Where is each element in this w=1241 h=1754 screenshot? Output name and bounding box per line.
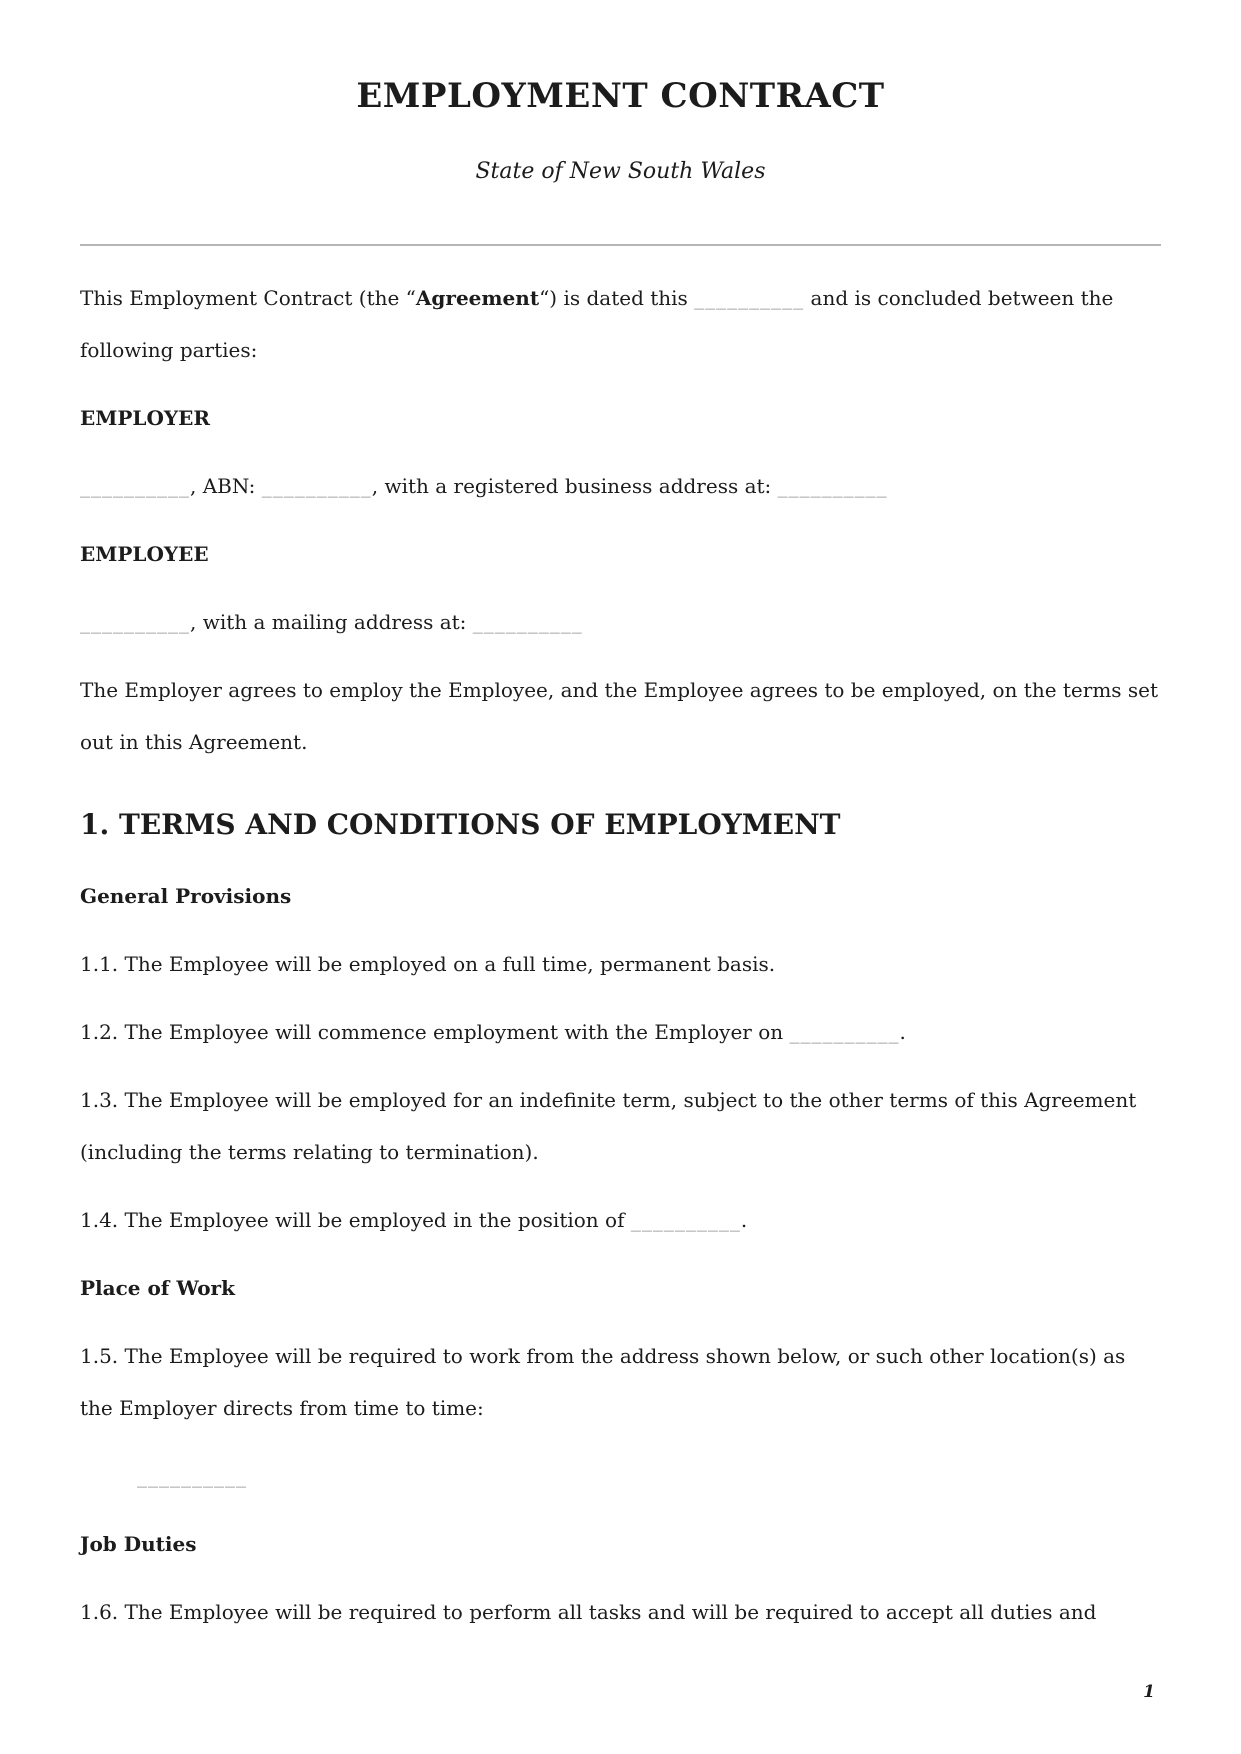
agreement-statement: The Employer agrees to employ the Employee, and the Employee agrees to be employed, on the terms set out in this Agreement.: [80, 677, 1159, 754]
place-of-work-heading: Place of Work: [80, 1275, 235, 1300]
work-address-blank-field: __________: [137, 1463, 247, 1488]
clause-1-4: [80, 1194, 1161, 1246]
employer-abn-blank-field: __________: [261, 473, 372, 498]
date-blank-field: __________: [694, 285, 805, 310]
position-blank-field: __________: [630, 1207, 741, 1232]
employer-address-label: , with a registered business address at:: [371, 473, 778, 498]
work-address-blank-line: [80, 1450, 1161, 1502]
employee-address-blank-field: __________: [472, 609, 583, 634]
clause-1-5: 1.5. The Employee will be required to work from the address shown below, or such other location(s) as the Employer directs from time to time:: [80, 1343, 1126, 1420]
clause-1-4-period: .: [740, 1207, 748, 1232]
employer-details: [80, 460, 1161, 512]
intro-term-agreement: Agreement: [415, 285, 540, 310]
employer-name-blank-field: __________: [80, 473, 190, 498]
employee-address-label: , with a mailing address at:: [190, 609, 473, 634]
section-1-heading: 1. TERMS AND CONDITIONS OF EMPLOYMENT: [80, 807, 841, 841]
document-title: EMPLOYMENT CONTRACT: [356, 76, 885, 116]
clause-1-6: 1.6. The Employee will be required to perform all tasks and will be required to accept all duties and: [80, 1599, 1097, 1624]
general-provisions-heading: General Provisions: [80, 883, 292, 908]
clause-1-2: [80, 1006, 1161, 1058]
clause-1-4-text: 1.4. The Employee will be employed in the position of: [80, 1207, 631, 1232]
intro-post: and is concluded between the following parties:: [80, 285, 1114, 362]
page-number: 1: [1143, 1682, 1155, 1702]
divider: [80, 244, 1161, 246]
job-duties-heading: Job Duties: [80, 1531, 197, 1556]
intro-mid: “) is dated this: [539, 285, 695, 310]
clause-1-1: 1.1. The Employee will be employed on a full time, permanent basis.: [80, 951, 776, 976]
employee-heading: EMPLOYEE: [80, 541, 209, 566]
intro-paragraph: [80, 272, 1161, 376]
employee-name-blank-field: __________: [80, 609, 190, 634]
commencement-date-blank-field: __________: [789, 1019, 900, 1044]
employer-heading: EMPLOYER: [80, 405, 211, 430]
clause-1-3: 1.3. The Employee will be employed for an indefinite term, subject to the other terms of this Agreement (including the terms relating to termination).: [80, 1087, 1137, 1164]
intro-pre: This Employment Contract (the “: [80, 285, 416, 310]
employer-address-blank-field: __________: [777, 473, 888, 498]
employer-abn-label: , ABN:: [190, 473, 262, 498]
employee-details: [80, 596, 1161, 648]
clause-1-2-period: .: [899, 1019, 906, 1044]
clause-1-2-text: 1.2. The Employee will commence employment with the Employer on: [80, 1019, 790, 1044]
document-subtitle: State of New South Wales: [475, 159, 766, 185]
